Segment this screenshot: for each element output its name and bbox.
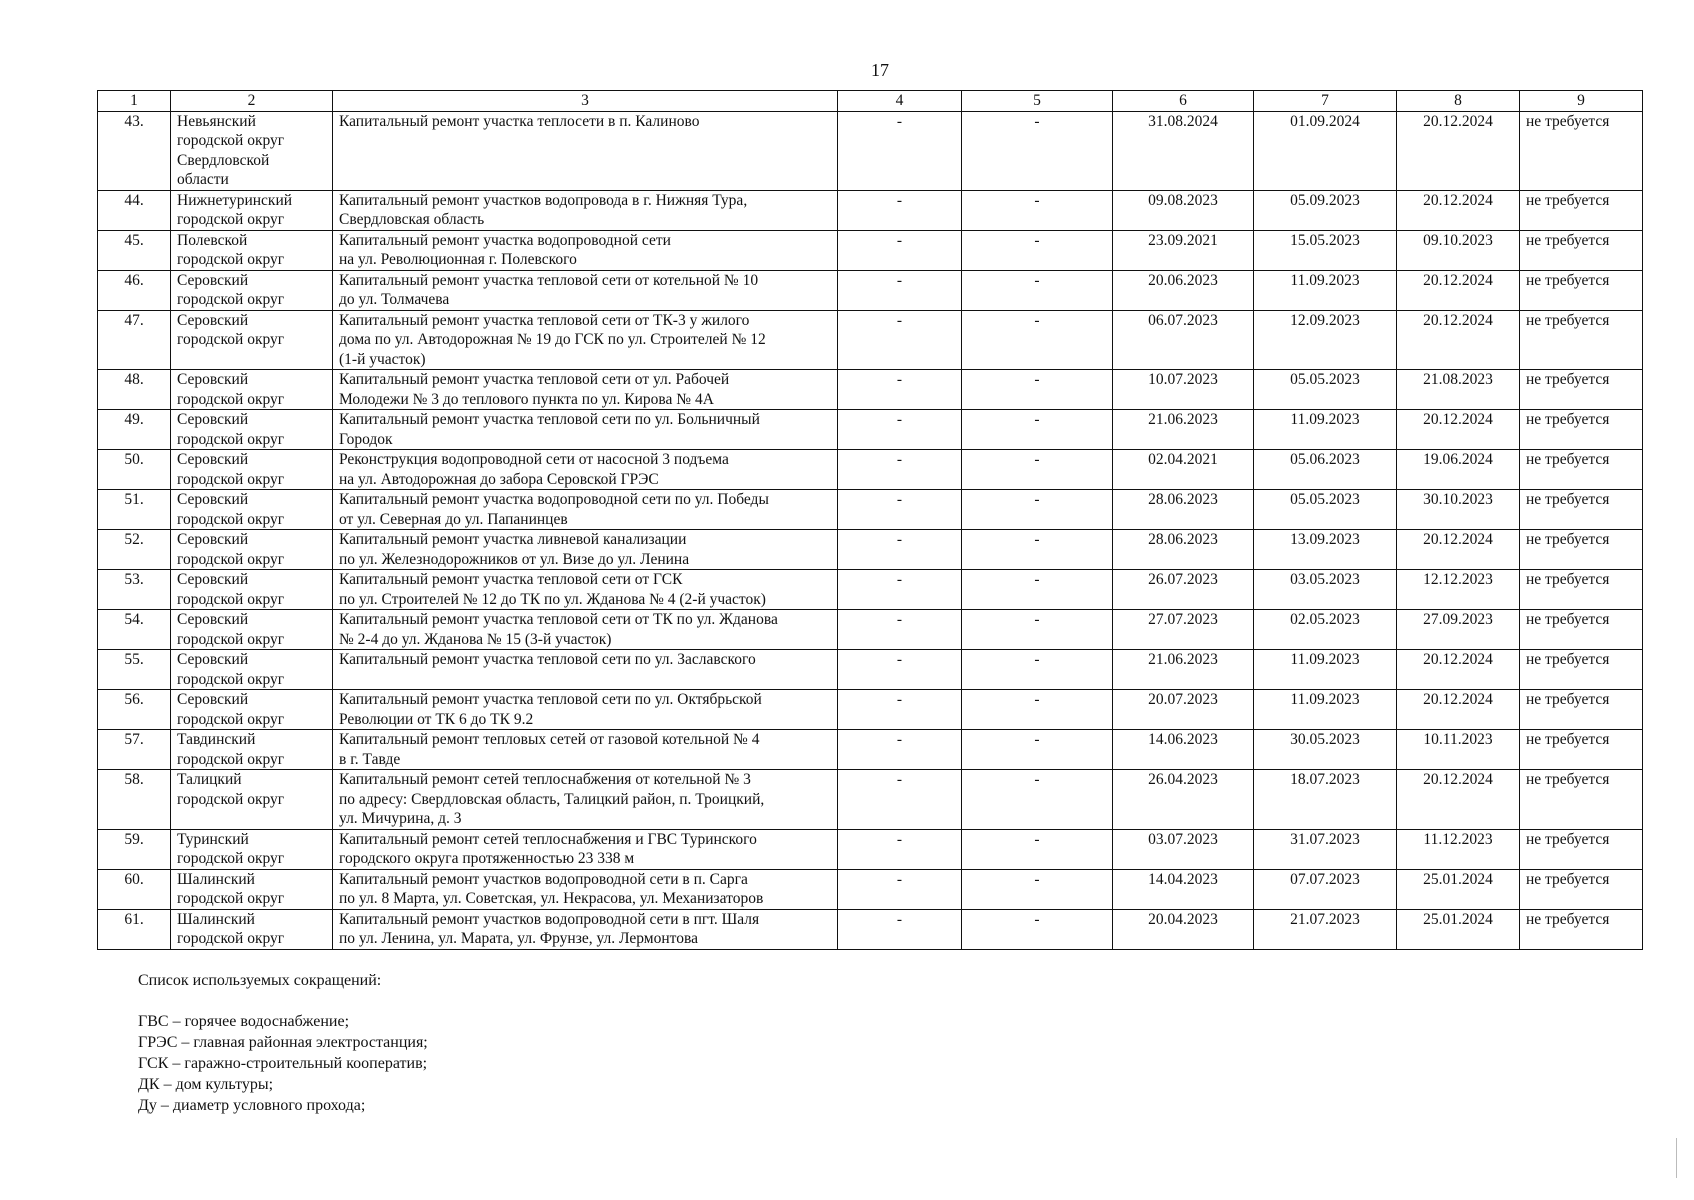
abbreviation-item: ГРЭС – главная районная электростанция; <box>138 1034 428 1051</box>
work-description-cell-line: Капитальный ремонт участка тепловой сети от ТК-3 у жилого <box>339 311 750 329</box>
column-7-date: 30.05.2023 <box>1254 730 1397 770</box>
municipality-cell-line: Шалинский <box>177 870 255 888</box>
table-row <box>98 230 1643 270</box>
work-description-cell-line: дома по ул. Автодорожная № 19 до ГСК по ул. Строителей № 12 <box>339 331 766 348</box>
column-7-date: 02.05.2023 <box>1254 610 1397 650</box>
work-description-cell <box>333 730 838 770</box>
row-number: 51. <box>98 490 171 530</box>
work-description-cell <box>333 610 838 650</box>
row-number: 46. <box>98 270 171 310</box>
municipality-cell <box>171 570 333 610</box>
column-8-date: 20.12.2024 <box>1397 770 1520 830</box>
table-row <box>98 310 1643 370</box>
work-description-cell <box>333 829 838 869</box>
column-4-cell: - <box>838 190 962 230</box>
municipality-cell-line: городской округ <box>177 430 285 448</box>
municipality-cell-line: городской округ <box>177 211 285 228</box>
column-header-7: 7 <box>1254 91 1397 112</box>
column-4-cell: - <box>838 370 962 410</box>
municipality-cell-line: городской округ <box>177 132 285 149</box>
municipality-cell-line: Серовский <box>177 451 249 468</box>
table-row <box>98 690 1643 730</box>
column-9-cell: не требуется <box>1520 310 1643 370</box>
municipality-cell <box>171 111 333 190</box>
work-description-cell <box>333 530 838 570</box>
work-description-cell <box>333 770 838 830</box>
column-4-cell: - <box>838 270 962 310</box>
work-description-cell-line: Капитальный ремонт участка ливневой канализации <box>339 531 687 548</box>
row-number: 59. <box>98 829 171 869</box>
column-9-cell: не требуется <box>1520 610 1643 650</box>
work-description-cell-line: Капитальный ремонт участка тепловой сети по ул. Октябрьской <box>339 691 762 708</box>
municipality-cell-line: городской округ <box>177 750 285 768</box>
municipality-cell <box>171 270 333 310</box>
municipality-cell <box>171 410 333 450</box>
column-7-date: 13.09.2023 <box>1254 530 1397 570</box>
column-5-cell: - <box>962 450 1113 490</box>
work-description-cell-line: Капитальный ремонт участков водопровода в г. Нижняя Тура, <box>339 191 748 209</box>
column-7-date: 11.09.2023 <box>1254 410 1397 450</box>
column-5-cell: - <box>962 230 1113 270</box>
column-8-date: 09.10.2023 <box>1397 230 1520 270</box>
work-description-cell-line: до ул. Толмачева <box>339 291 450 308</box>
table-row <box>98 770 1643 830</box>
work-description-cell-line: Реконструкция водопроводной сети от насосной 3 подъема <box>339 451 729 468</box>
column-7-date: 11.09.2023 <box>1254 650 1397 690</box>
column-7-date: 05.09.2023 <box>1254 190 1397 230</box>
table-row <box>98 410 1643 450</box>
work-description-cell <box>333 370 838 410</box>
work-description-cell-line: Молодежи № 3 до теплового пункта по ул. Кирова № 4А <box>339 390 714 408</box>
municipality-cell-line: Тавдинский <box>177 731 256 748</box>
column-6-date: 21.06.2023 <box>1113 410 1254 450</box>
work-description-cell <box>333 230 838 270</box>
table-row <box>98 450 1643 490</box>
column-5-cell: - <box>962 570 1113 610</box>
column-5-cell: - <box>962 730 1113 770</box>
row-number: 49. <box>98 410 171 450</box>
column-8-date: 25.01.2024 <box>1397 869 1520 909</box>
column-9-cell: не требуется <box>1520 690 1643 730</box>
work-description-cell <box>333 111 838 190</box>
works-table <box>97 90 1643 950</box>
row-number: 57. <box>98 730 171 770</box>
column-4-cell: - <box>838 829 962 869</box>
municipality-cell <box>171 829 333 869</box>
table-header-row <box>98 91 1643 112</box>
work-description-cell-line: Капитальный ремонт участка водопроводной сети <box>339 231 671 249</box>
column-6-date: 20.04.2023 <box>1113 909 1254 949</box>
column-6-date: 27.07.2023 <box>1113 610 1254 650</box>
row-number: 58. <box>98 770 171 830</box>
column-6-date: 26.04.2023 <box>1113 770 1254 830</box>
municipality-cell-line: городской округ <box>177 590 285 608</box>
column-5-cell: - <box>962 690 1113 730</box>
column-header-8: 8 <box>1397 91 1520 112</box>
column-6-date: 20.07.2023 <box>1113 690 1254 730</box>
row-number: 43. <box>98 111 171 190</box>
abbreviations-section <box>138 970 428 1116</box>
column-9-cell: не требуется <box>1520 270 1643 310</box>
column-5-cell: - <box>962 770 1113 830</box>
column-9-cell: не требуется <box>1520 370 1643 410</box>
work-description-cell-line: № 2-4 до ул. Жданова № 15 (3-й участок) <box>339 630 612 648</box>
column-8-date: 20.12.2024 <box>1397 310 1520 370</box>
column-7-date: 11.09.2023 <box>1254 690 1397 730</box>
column-7-date: 31.07.2023 <box>1254 829 1397 869</box>
municipality-cell <box>171 450 333 490</box>
table-row <box>98 730 1643 770</box>
municipality-cell-line: области <box>177 171 229 188</box>
municipality-cell-line: городской округ <box>177 790 285 808</box>
column-6-date: 09.08.2023 <box>1113 190 1254 230</box>
work-description-cell <box>333 310 838 370</box>
column-5-cell: - <box>962 190 1113 230</box>
column-6-date: 20.06.2023 <box>1113 270 1254 310</box>
work-description-cell-line: Капитальный ремонт участка водопроводной сети по ул. Победы <box>339 491 769 508</box>
work-description-cell <box>333 909 838 949</box>
table-row <box>98 370 1643 410</box>
column-4-cell: - <box>838 410 962 450</box>
column-5-cell: - <box>962 490 1113 530</box>
column-8-date: 10.11.2023 <box>1397 730 1520 770</box>
municipality-cell-line: городской округ <box>177 850 285 867</box>
column-8-date: 20.12.2024 <box>1397 530 1520 570</box>
column-5-cell: - <box>962 370 1113 410</box>
column-4-cell: - <box>838 690 962 730</box>
abbreviation-item: ГВС – горячее водоснабжение; <box>138 1013 350 1030</box>
column-header-2: 2 <box>171 91 333 112</box>
column-6-date: 03.07.2023 <box>1113 829 1254 869</box>
row-number: 54. <box>98 610 171 650</box>
column-6-date: 31.08.2024 <box>1113 111 1254 190</box>
municipality-cell-line: городской округ <box>177 630 285 648</box>
column-7-date: 05.05.2023 <box>1254 490 1397 530</box>
work-description-cell-line: по ул. Ленина, ул. Марата, ул. Фрунзе, ул. Лермонтова <box>339 930 698 947</box>
municipality-cell <box>171 869 333 909</box>
column-8-date: 20.12.2024 <box>1397 270 1520 310</box>
column-9-cell: не требуется <box>1520 730 1643 770</box>
column-7-date: 07.07.2023 <box>1254 869 1397 909</box>
table-row <box>98 190 1643 230</box>
column-4-cell: - <box>838 730 962 770</box>
column-4-cell: - <box>838 570 962 610</box>
column-9-cell: не требуется <box>1520 450 1643 490</box>
column-header-1: 1 <box>98 91 171 112</box>
column-8-date: 20.12.2024 <box>1397 690 1520 730</box>
column-9-cell: не требуется <box>1520 770 1643 830</box>
work-description-cell-line: от ул. Северная до ул. Папанинцев <box>339 510 568 528</box>
work-description-cell-line: по адресу: Свердловская область, Талицкий район, п. Троицкий, <box>339 790 765 808</box>
column-4-cell: - <box>838 869 962 909</box>
abbreviations-title: Список используемых сокращений: <box>138 972 382 989</box>
column-8-date: 21.08.2023 <box>1397 370 1520 410</box>
municipality-cell-line: Серовский <box>177 531 249 548</box>
column-6-date: 14.04.2023 <box>1113 869 1254 909</box>
municipality-cell-line: Полевской <box>177 231 248 249</box>
municipality-cell <box>171 650 333 690</box>
abbreviation-item: ДК – дом культуры; <box>138 1076 274 1093</box>
municipality-cell <box>171 690 333 730</box>
column-6-date: 02.04.2021 <box>1113 450 1254 490</box>
column-header-9: 9 <box>1520 91 1643 112</box>
column-7-date: 03.05.2023 <box>1254 570 1397 610</box>
work-description-cell-line: Капитальный ремонт участка тепловой сети по ул. Заславского <box>339 651 756 668</box>
margin-mark <box>1676 1138 1677 1178</box>
work-description-cell-line: Капитальный ремонт участков водопроводной сети в пгт. Шаля <box>339 910 760 928</box>
municipality-cell-line: Серовский <box>177 491 249 508</box>
table-row <box>98 909 1643 949</box>
column-5-cell: - <box>962 270 1113 310</box>
abbreviation-item: Ду – диаметр условного прохода; <box>138 1097 366 1114</box>
municipality-cell-line: Невьянский <box>177 112 256 130</box>
column-7-date: 18.07.2023 <box>1254 770 1397 830</box>
column-8-date: 20.12.2024 <box>1397 650 1520 690</box>
work-description-cell <box>333 190 838 230</box>
column-7-date: 11.09.2023 <box>1254 270 1397 310</box>
column-8-date: 20.12.2024 <box>1397 190 1520 230</box>
column-5-cell: - <box>962 610 1113 650</box>
abbreviations-list <box>138 1011 428 1116</box>
column-6-date: 23.09.2021 <box>1113 230 1254 270</box>
municipality-cell-line: Серовский <box>177 311 249 329</box>
column-6-date: 21.06.2023 <box>1113 650 1254 690</box>
row-number: 56. <box>98 690 171 730</box>
row-number: 45. <box>98 230 171 270</box>
work-description-cell-line: Капитальный ремонт тепловых сетей от газовой котельной № 4 <box>339 731 760 748</box>
work-description-cell <box>333 869 838 909</box>
column-6-date: 06.07.2023 <box>1113 310 1254 370</box>
table-row <box>98 530 1643 570</box>
work-description-cell <box>333 490 838 530</box>
column-5-cell: - <box>962 310 1113 370</box>
column-header-3: 3 <box>333 91 838 112</box>
column-8-date: 11.12.2023 <box>1397 829 1520 869</box>
municipality-cell-line: городской округ <box>177 470 285 488</box>
column-6-date: 10.07.2023 <box>1113 370 1254 410</box>
municipality-cell <box>171 230 333 270</box>
row-number: 50. <box>98 450 171 490</box>
column-9-cell: не требуется <box>1520 570 1643 610</box>
row-number: 44. <box>98 190 171 230</box>
column-4-cell: - <box>838 111 962 190</box>
work-description-cell-line: Городок <box>339 430 393 448</box>
column-9-cell: не требуется <box>1520 490 1643 530</box>
column-5-cell: - <box>962 909 1113 949</box>
work-description-cell-line: городского округа протяженностью 23 338 м <box>339 850 635 867</box>
column-5-cell: - <box>962 530 1113 570</box>
municipality-cell-line: городской округ <box>177 930 285 947</box>
page-number: 17 <box>871 60 889 80</box>
column-4-cell: - <box>838 610 962 650</box>
municipality-cell <box>171 370 333 410</box>
column-4-cell: - <box>838 770 962 830</box>
municipality-cell-line: Серовский <box>177 611 249 628</box>
column-8-date: 30.10.2023 <box>1397 490 1520 530</box>
work-description-cell-line: Капитальный ремонт участка тепловой сети по ул. Больничный <box>339 411 760 428</box>
municipality-cell-line: Туринский <box>177 830 249 848</box>
column-4-cell: - <box>838 450 962 490</box>
column-4-cell: - <box>838 650 962 690</box>
column-6-date: 28.06.2023 <box>1113 490 1254 530</box>
table-row <box>98 610 1643 650</box>
municipality-cell-line: городской округ <box>177 251 285 268</box>
row-number: 48. <box>98 370 171 410</box>
municipality-cell <box>171 190 333 230</box>
column-9-cell: не требуется <box>1520 190 1643 230</box>
column-6-date: 26.07.2023 <box>1113 570 1254 610</box>
column-9-cell: не требуется <box>1520 410 1643 450</box>
table-body <box>98 111 1643 949</box>
work-description-cell-line: по ул. Железнодорожников от ул. Визе до ул. Ленина <box>339 550 690 568</box>
row-number: 55. <box>98 650 171 690</box>
work-description-cell-line: по ул. 8 Марта, ул. Советская, ул. Некрасова, ул. Механизаторов <box>339 890 764 907</box>
row-number: 52. <box>98 530 171 570</box>
table-row <box>98 829 1643 869</box>
municipality-cell <box>171 909 333 949</box>
table-row <box>98 570 1643 610</box>
work-description-cell <box>333 690 838 730</box>
column-6-date: 14.06.2023 <box>1113 730 1254 770</box>
column-9-cell: не требуется <box>1520 829 1643 869</box>
municipality-cell <box>171 610 333 650</box>
municipality-cell-line: городской округ <box>177 291 285 308</box>
column-8-date: 20.12.2024 <box>1397 111 1520 190</box>
municipality-cell-line: городской округ <box>177 550 285 568</box>
municipality-cell-line: Серовский <box>177 651 249 668</box>
column-4-cell: - <box>838 310 962 370</box>
municipality-cell <box>171 310 333 370</box>
column-8-date: 12.12.2023 <box>1397 570 1520 610</box>
municipality-cell-line: Серовский <box>177 571 249 588</box>
row-number: 60. <box>98 869 171 909</box>
municipality-cell <box>171 770 333 830</box>
work-description-cell-line: Революции от ТК 6 до ТК 9.2 <box>339 710 534 728</box>
column-5-cell: - <box>962 111 1113 190</box>
work-description-cell-line: ул. Мичурина, д. 3 <box>339 810 462 827</box>
municipality-cell <box>171 490 333 530</box>
work-description-cell-line: Капитальный ремонт участков водопроводной сети в п. Сарга <box>339 870 748 888</box>
work-description-cell-line: Капитальный ремонт участка теплосети в п. Калиново <box>339 112 700 130</box>
column-8-date: 25.01.2024 <box>1397 909 1520 949</box>
column-8-date: 20.12.2024 <box>1397 410 1520 450</box>
municipality-cell-line: Нижнетуринский <box>177 191 293 209</box>
work-description-cell-line: (1-й участок) <box>339 350 426 368</box>
column-5-cell: - <box>962 869 1113 909</box>
table-row <box>98 650 1643 690</box>
column-header-6: 6 <box>1113 91 1254 112</box>
column-8-date: 27.09.2023 <box>1397 610 1520 650</box>
municipality-cell-line: Шалинский <box>177 910 255 928</box>
column-9-cell: не требуется <box>1520 650 1643 690</box>
table-row <box>98 111 1643 190</box>
row-number: 61. <box>98 909 171 949</box>
column-7-date: 05.05.2023 <box>1254 370 1397 410</box>
work-description-cell-line: на ул. Автодорожная до забора Серовской ГРЭС <box>339 470 659 488</box>
column-9-cell: не требуется <box>1520 230 1643 270</box>
work-description-cell-line: Свердловская область <box>339 211 485 228</box>
column-header-5: 5 <box>962 91 1113 112</box>
municipality-cell-line: Свердловской <box>177 151 270 169</box>
municipality-cell-line: городской округ <box>177 390 285 408</box>
work-description-cell <box>333 270 838 310</box>
work-description-cell-line: Капитальный ремонт сетей теплоснабжения и ГВС Туринского <box>339 830 757 848</box>
column-9-cell: не требуется <box>1520 869 1643 909</box>
work-description-cell <box>333 570 838 610</box>
municipality-cell-line: городской округ <box>177 510 285 528</box>
work-description-cell-line: Капитальный ремонт участка тепловой сети от ТК по ул. Жданова <box>339 611 778 628</box>
table-row <box>98 270 1643 310</box>
municipality-cell-line: городской округ <box>177 331 285 348</box>
work-description-cell <box>333 650 838 690</box>
municipality-cell-line: Серовский <box>177 691 249 708</box>
column-4-cell: - <box>838 490 962 530</box>
column-8-date: 19.06.2024 <box>1397 450 1520 490</box>
column-5-cell: - <box>962 829 1113 869</box>
municipality-cell-line: Серовский <box>177 411 249 428</box>
column-6-date: 28.06.2023 <box>1113 530 1254 570</box>
work-description-cell <box>333 450 838 490</box>
work-description-cell-line: в г. Тавде <box>339 750 401 768</box>
column-5-cell: - <box>962 650 1113 690</box>
column-9-cell: не требуется <box>1520 530 1643 570</box>
column-7-date: 15.05.2023 <box>1254 230 1397 270</box>
column-7-date: 01.09.2024 <box>1254 111 1397 190</box>
column-4-cell: - <box>838 909 962 949</box>
work-description-cell <box>333 410 838 450</box>
abbreviation-item: ГСК – гаражно-строительный кооператив; <box>138 1055 428 1072</box>
municipality-cell-line: Серовский <box>177 371 249 388</box>
work-description-cell-line: Капитальный ремонт участка тепловой сети от котельной № 10 <box>339 271 759 289</box>
municipality-cell-line: Серовский <box>177 271 249 289</box>
work-description-cell-line: по ул. Строителей № 12 до ТК по ул. Жданова № 4 (2-й участок) <box>339 590 766 608</box>
column-9-cell: не требуется <box>1520 909 1643 949</box>
column-header-4: 4 <box>838 91 962 112</box>
work-description-cell-line: Капитальный ремонт участка тепловой сети от ГСК <box>339 571 683 588</box>
column-4-cell: - <box>838 530 962 570</box>
column-5-cell: - <box>962 410 1113 450</box>
row-number: 53. <box>98 570 171 610</box>
table-row <box>98 869 1643 909</box>
column-7-date: 12.09.2023 <box>1254 310 1397 370</box>
municipality-cell-line: городской округ <box>177 890 285 907</box>
municipality-cell <box>171 730 333 770</box>
column-4-cell: - <box>838 230 962 270</box>
municipality-cell <box>171 530 333 570</box>
municipality-cell-line: городской округ <box>177 710 285 728</box>
work-description-cell-line: на ул. Революционная г. Полевского <box>339 251 577 268</box>
table-row <box>98 490 1643 530</box>
municipality-cell-line: Талицкий <box>177 771 242 788</box>
municipality-cell-line: городской округ <box>177 670 285 688</box>
column-7-date: 05.06.2023 <box>1254 450 1397 490</box>
row-number: 47. <box>98 310 171 370</box>
work-description-cell-line: Капитальный ремонт сетей теплоснабжения от котельной № 3 <box>339 771 751 788</box>
column-9-cell: не требуется <box>1520 111 1643 190</box>
work-description-cell-line: Капитальный ремонт участка тепловой сети от ул. Рабочей <box>339 371 730 388</box>
column-7-date: 21.07.2023 <box>1254 909 1397 949</box>
